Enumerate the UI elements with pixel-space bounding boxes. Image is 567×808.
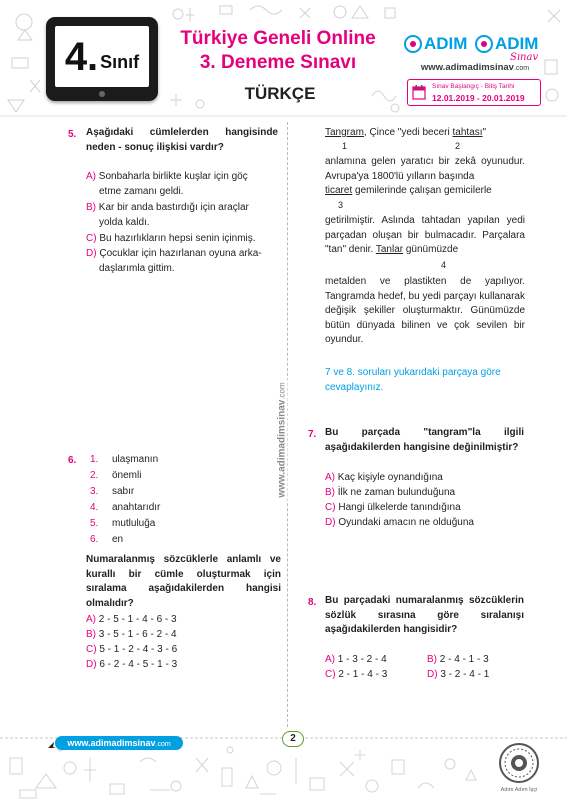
header-website-name: www.adimadimsinav (420, 62, 514, 73)
question-7-stem: Bu parçada "tangram"la ilgili aşağıdakilerden hangisine değinilmiştir? (325, 427, 524, 453)
vertical-website-watermark (277, 378, 288, 501)
emblem-logo-icon (498, 742, 540, 784)
footer-website-tld: .com (155, 741, 171, 748)
list-item-word: ulaşmanın (112, 454, 159, 465)
list-item-word: önemli (112, 470, 142, 481)
question-6-word-list (90, 452, 160, 548)
option-letter: A) (86, 171, 96, 182)
option-text: 3 - 5 - 1 - 6 - 2 - 4 (98, 629, 177, 640)
page-number: 2 (282, 731, 304, 747)
question-6-option-d[interactable] (86, 658, 177, 673)
passage-text: getirilmiştir. Aslında tahtadan yapılan yedi parçadan oluşan bir bulmacadır. Parçalara "tan" denir. (325, 215, 525, 255)
option-text: Oyundaki amacın ne olduğuna (338, 517, 474, 528)
vertical-website-name: www.adimadimsinav (276, 399, 288, 498)
list-item (90, 532, 160, 548)
underlined-word-4: Tanlar (375, 244, 404, 255)
passage-text: , Çince "yedi beceri (363, 127, 453, 138)
question-6-option-c[interactable] (86, 643, 177, 658)
option-letter: D) (325, 517, 336, 528)
question-8-number: 8. (308, 597, 317, 608)
exam-date-range: 12.01.2019 - 20.01.2019 (432, 93, 525, 103)
grade-label: Sınıf (100, 52, 140, 72)
option-text: Kar bir anda bastırdığı için araçlar (98, 202, 249, 213)
word-number-4: 4 (441, 260, 447, 270)
passage-text: gemilerinde çalışan gemicilerle (352, 185, 492, 196)
question-5-option-c[interactable] (86, 232, 282, 247)
option-text: İlk ne zaman bulunduğuna (337, 487, 456, 498)
logo-word-2: ADIM (495, 34, 539, 53)
option-text: 2 - 4 - 1 - 3 (439, 654, 489, 665)
option-letter: B) (427, 654, 437, 665)
option-letter: D) (427, 669, 438, 680)
exam-date-box (407, 79, 541, 106)
word-number-3: 3 (338, 200, 344, 210)
question-6-number: 6. (68, 455, 77, 466)
header-website (400, 62, 550, 73)
list-item-number: 5. (90, 518, 99, 529)
option-text: 2 - 1 - 4 - 3 (338, 669, 388, 680)
option-text: Kaç kişiyle oynandığına (337, 472, 443, 483)
option-letter: C) (86, 644, 97, 655)
question-8-stem: Bu parçadaki numaralanmış sözcüklerin sözlük sırasına göre sıralanışı aşağıdakilerden hangisidir? (325, 595, 524, 635)
question-8-option-d[interactable] (427, 668, 489, 683)
vertical-website-tld: .com (277, 382, 287, 400)
word-number-1: 1 (342, 141, 348, 151)
list-item (90, 500, 160, 516)
exam-date-label: Sınav Başlangıç - Bitiş Tarihi (432, 83, 515, 90)
passage-text: " (482, 127, 487, 138)
question-8-option-b[interactable] (427, 653, 489, 668)
question-8-option-c[interactable] (325, 668, 387, 683)
page-header (0, 0, 567, 118)
passage-paragraph-3 (325, 214, 525, 258)
logo-word-1: ADIM (424, 34, 468, 53)
question-5-number: 5. (68, 129, 77, 140)
option-text: Hangi ülkelerde tanındığına (338, 502, 461, 513)
passage-line-1 (325, 126, 525, 141)
passage-text: günümüzde (403, 244, 459, 255)
option-letter: A) (86, 614, 96, 625)
option-letter: A) (325, 472, 335, 483)
emblem-caption: Adım Adım İşçi (500, 787, 538, 793)
list-item (90, 452, 160, 468)
question-6-option-a[interactable] (86, 613, 177, 628)
underlined-word-3: ticaret (325, 185, 353, 196)
question-8-option-a[interactable] (325, 653, 387, 668)
tablet-screen (55, 26, 149, 87)
passage-paragraph-2: anlamına gelen yaratıcı bir zekâ oyunudur. Avrupa'ya 1800'lü yılların başında (325, 156, 525, 182)
question-7-number: 7. (308, 429, 317, 440)
list-item-number: 2. (90, 470, 99, 481)
question-5-option-d[interactable] (86, 247, 282, 276)
passage-instruction-note: 7 ve 8. soruları yukarıdaki parçaya göre cevaplayınız. (325, 367, 501, 393)
option-text-continued: daşlarımla gittim. (99, 262, 175, 274)
list-item-number: 6. (90, 534, 99, 545)
list-item (90, 516, 160, 532)
grade-tablet (46, 17, 158, 101)
option-text-continued: etme zamanı geldi. (99, 185, 184, 197)
option-text: 6 - 2 - 4 - 5 - 1 - 3 (99, 659, 178, 670)
question-7-option-c[interactable] (325, 501, 461, 516)
calendar-icon (412, 85, 426, 100)
option-text: 2 - 5 - 1 - 4 - 6 - 3 (98, 614, 177, 625)
option-text: 1 - 3 - 2 - 4 (337, 654, 387, 665)
tablet-home-button-icon (99, 91, 105, 97)
exam-title-line1: Türkiye Geneli Online (180, 28, 376, 49)
question-7-option-a[interactable] (325, 471, 443, 486)
question-6-stem: Numaralanmış sözcüklerle anlamlı ve kurallı bir cümle oluşturmak için sıralama aşağıdakilerden hangisi olmalıdır? (86, 554, 281, 609)
word-number-2: 2 (455, 141, 461, 151)
list-item-word: sabır (112, 486, 135, 497)
question-6-option-b[interactable] (86, 628, 177, 643)
list-item (90, 484, 160, 500)
option-letter: C) (325, 669, 336, 680)
grade-number: 4. (64, 34, 99, 79)
option-text: Çocuklar için hazırlanan oyuna arka- (99, 248, 262, 259)
option-text: Bu hazırlıkların hepsi senin içinmiş. (99, 233, 256, 244)
subject-title: TÜRKÇE (244, 84, 316, 103)
option-text: 5 - 1 - 2 - 4 - 3 - 6 (99, 644, 178, 655)
adim-adim-logo (404, 26, 544, 62)
option-letter: C) (325, 502, 336, 513)
list-item-number: 3. (90, 486, 99, 497)
list-item (90, 468, 160, 484)
list-item-number: 1. (90, 454, 99, 465)
footer-website-link[interactable] (55, 736, 183, 750)
underlined-word-1: Tangram (325, 127, 364, 138)
exam-title-line2: 3. Deneme Sınavı (199, 52, 357, 73)
footer-website-name: www.adimadimsinav (67, 738, 156, 748)
question-7-option-b[interactable] (325, 486, 455, 501)
option-letter: A) (325, 654, 335, 665)
option-letter: B) (86, 202, 96, 213)
underlined-word-2: tahtası (452, 127, 483, 138)
question-5-stem: Aşağıdaki cümlelerden hangisinde neden - sonuç ilişkisi vardır? (86, 127, 278, 153)
logo-script-word: Sınav (510, 52, 539, 62)
list-item-word: mutluluğa (112, 518, 156, 529)
list-item-number: 4. (90, 502, 99, 513)
option-text: Sonbaharla birlikte kuşlar için göç (98, 171, 248, 182)
option-text: 3 - 2 - 4 - 1 (440, 669, 490, 680)
question-5-option-b[interactable] (86, 201, 282, 230)
option-letter: B) (86, 629, 96, 640)
list-item-word: en (112, 534, 124, 545)
option-letter: C) (86, 233, 97, 244)
option-letter: B) (325, 487, 335, 498)
list-item-word: anahtarıdır (112, 502, 161, 513)
option-letter: D) (86, 659, 97, 670)
passage-line-ticaret (325, 184, 525, 199)
option-letter: D) (86, 248, 97, 259)
option-text-continued: yolda kaldı. (99, 216, 150, 228)
question-5-option-a[interactable] (86, 170, 282, 199)
passage-paragraph-4: metalden ve plastikten de yapılıyor. Tangramda hedef, bu yedi parçayı kullanarak değişik şekiller oluşturmaktır. Günümüzde bütün dünyada bilinen ve çok sevilen bir oyundur. (325, 276, 525, 345)
header-website-tld: .com (513, 65, 530, 72)
question-7-option-d[interactable] (325, 516, 474, 531)
